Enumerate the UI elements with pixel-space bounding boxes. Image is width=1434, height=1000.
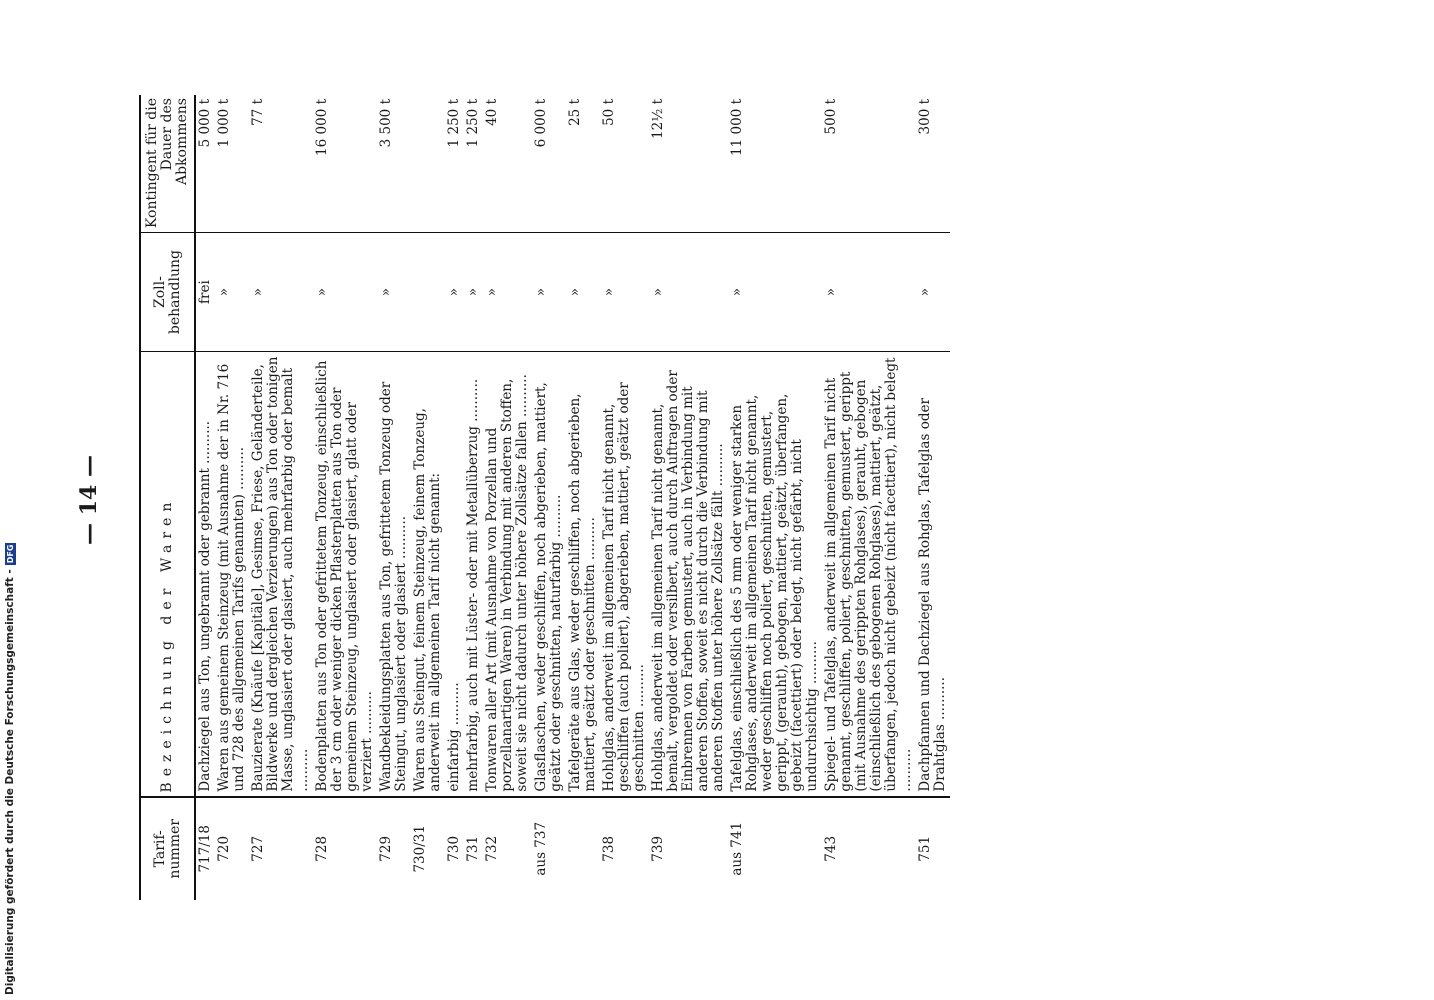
description-cell: Tonwaren aller Art (mit Ausnahme von Porzellan und porzellanartigen Waren) in Verbindung mit anderen Stoffen, soweit sie nicht dadurch unter höhere Zollsätze fallen .......... xyxy=(483,351,532,796)
header-quota: Kontingent für die Dauer des Abkommens xyxy=(140,95,195,233)
quota-cell: 50 t xyxy=(601,99,617,126)
header-customs-treatment: Zoll-behandlung xyxy=(140,233,195,352)
quota-cell: 77 t xyxy=(250,99,266,126)
customs-treatment-cell: » xyxy=(313,233,377,352)
customs-treatment-cell: » xyxy=(916,233,950,352)
tariff-number-cell: 739 xyxy=(649,797,728,900)
header-description: Bezeichnung der Waren xyxy=(140,351,195,796)
header-tariff-number: Tarif-nummer xyxy=(140,797,195,900)
customs-treatment-cell: » xyxy=(532,233,566,352)
customs-treatment-cell: » xyxy=(822,233,916,352)
table-row xyxy=(916,95,950,900)
tariff-number-cell: 720 xyxy=(215,797,249,900)
description-cell: Glasflaschen, weder geschliffen, noch abgerieben, mattiert, geätzt oder geschnitten, naturfarbig .......... xyxy=(532,351,566,796)
customs-treatment-cell: » xyxy=(600,233,649,352)
table-row xyxy=(649,95,728,900)
customs-treatment-cell: » xyxy=(249,233,313,352)
quota-cell: 500 t xyxy=(823,99,839,135)
tariff-number-cell: 731 xyxy=(464,797,483,900)
quota-cell: 300 t xyxy=(917,99,933,135)
quota-cell: 40 t xyxy=(484,99,500,126)
tariff-number-cell: 743 xyxy=(822,797,916,900)
customs-treatment-cell: » xyxy=(728,233,822,352)
page-number: — 14 — xyxy=(76,455,102,545)
quota-cell: 5 000 t xyxy=(197,99,213,148)
description-cell: Hohlglas, anderweit im allgemeinen Tarif nicht genannt, bemalt, vergoldet oder versilbert, auch durch Auftragen oder Einbrennen von Farben gemustert, auch in Verbindung mit anderen Stoffen, soweit es nicht durch die Verbindung mit anderen Stoffen unter höhere Zollsätze fällt .......... xyxy=(649,351,728,796)
table-row xyxy=(313,95,377,900)
tariff-number-cell: 738 xyxy=(600,797,649,900)
table-row xyxy=(600,95,649,900)
dfg-logo: DFG xyxy=(5,544,15,564)
tariff-number-cell: aus 741 xyxy=(728,797,822,900)
customs-treatment-cell: » xyxy=(483,233,532,352)
table-row xyxy=(483,95,532,900)
tariff-number-cell xyxy=(566,797,600,900)
tariff-number-cell: 730/31 xyxy=(411,797,445,900)
tariff-table-wrap xyxy=(139,95,1309,900)
customs-treatment-cell: » xyxy=(377,233,411,352)
description-cell: Dachpfannen und Dachziegel aus Rohglas, Tafelglas oder Drahtglas .......... xyxy=(916,351,950,796)
table-row xyxy=(215,95,249,900)
table-row xyxy=(464,95,483,900)
tariff-number-cell: 730 xyxy=(445,797,464,900)
tariff-table xyxy=(139,95,950,900)
tariff-number-cell: aus 737 xyxy=(532,797,566,900)
customs-treatment-cell: » xyxy=(215,233,249,352)
tariff-number-cell: 729 xyxy=(377,797,411,900)
customs-treatment-cell: » xyxy=(464,233,483,352)
description-cell: Wandbekleidungsplatten aus Ton, gefrittetem Tonzeug oder Steingut, unglasiert oder glasiert .......... xyxy=(377,351,411,796)
table-row xyxy=(411,95,445,900)
customs-treatment-cell xyxy=(411,233,445,352)
customs-treatment-cell: » xyxy=(566,233,600,352)
table-row xyxy=(822,95,916,900)
quota-cell: 1 250 t xyxy=(446,99,462,148)
customs-treatment-cell: » xyxy=(649,233,728,352)
description-cell: Waren aus gemeinem Steinzeug (mit Ausnahme der in Nr. 716 und 728 des allgemeinen Tarifs genannten) .......... xyxy=(215,351,249,796)
description-cell: Tafelgeräte aus Glas, weder geschliffen, noch abgerieben, mattiert, geätzt oder geschnitten .......... xyxy=(566,351,600,796)
tariff-number-cell: 717/18 xyxy=(195,797,215,900)
quota-cell: 1 000 t xyxy=(216,99,232,148)
quota-cell: 25 t xyxy=(567,99,583,126)
description-cell: Hohlglas, anderweit im allgemeinen Tarif nicht genannt, geschliffen (auch poliert), abgerieben, mattiert, geätzt oder geschnitten .......... xyxy=(600,351,649,796)
description-cell: Tafelglas, einschließlich des 5 mm oder weniger starken Rohglases, anderweit im allgemeinen Tarif nicht genannt, weder geschliffen noch poliert, geschnitten, gemustert, gerippt, (gerauht), gebogen, mattiert, geätzt, überfangen, gebeizt (facettiert) oder belegt, nicht gefärbt, nicht undurchsichtig .......... xyxy=(728,351,822,796)
digitization-note xyxy=(4,15,16,995)
table-row xyxy=(445,95,464,900)
table-row xyxy=(566,95,600,900)
quota-cell: 3 500 t xyxy=(378,99,394,148)
table-row xyxy=(728,95,822,900)
quota-cell: 16 000 t xyxy=(314,99,330,156)
header-row xyxy=(140,95,195,900)
quota-cell: 1 250 t xyxy=(465,99,481,148)
tariff-number-cell: 751 xyxy=(916,797,950,900)
quota-cell: 6 000 t xyxy=(533,99,549,148)
table-row xyxy=(532,95,566,900)
customs-treatment-cell: frei xyxy=(195,233,215,352)
description-cell: Bodenplatten aus Ton oder gefrittetem Tonzeug, einschließlich der 3 cm oder weniger dicken Pflasterplatten aus Ton oder gemeinem Steinzeug, unglasiert oder glasiert, glatt oder verziert .......... xyxy=(313,351,377,796)
table-row xyxy=(377,95,411,900)
table-row xyxy=(249,95,313,900)
tariff-number-cell: 727 xyxy=(249,797,313,900)
quota-cell xyxy=(411,95,445,233)
tariff-number-cell: 728 xyxy=(313,797,377,900)
table-body xyxy=(195,95,950,900)
digitization-note-text: Digitalisierung gefördert durch die Deutsche Forschungsgemeinschaft - xyxy=(4,569,16,995)
quota-cell: 12½ t xyxy=(650,99,666,139)
customs-treatment-cell: » xyxy=(445,233,464,352)
description-cell: Bauzierate (Knäufe [Kapitäle], Gesimse, Friese, Geländerteile, Bildwerke und dergleichen Verzierungen) aus Ton oder tonigen Masse, unglasiert oder glasiert, auch mehrfarbig oder bemalt .......... xyxy=(249,351,313,796)
tariff-number-cell: 732 xyxy=(483,797,532,900)
description-cell: mehrfarbig, auch mit Lüster- oder mit Metallüberzug .......... xyxy=(464,351,483,796)
description-cell: Dachziegel aus Ton, ungebrannt oder gebrannt .......... xyxy=(195,351,215,796)
description-cell: einfarbig .......... xyxy=(445,351,464,796)
description-cell: Spiegel- und Tafelglas, anderweit im allgemeinen Tarif nicht genannt, geschliffen, poliert, geschnitten, gemustert, gerippt (mit Ausnahme des gerippten Rohglases), gerauht, gebogen (einschließlich des gebogenen Rohglases), mattiert, geätzt, überfangen, jedoch nicht gebeizt (nicht facettiert), nicht belegt .......... xyxy=(822,351,916,796)
description-cell: Waren aus Steingut, feinem Steinzeug, feinem Tonzeug, anderweit im allgemeinen Tarif nicht genannt: xyxy=(411,351,445,796)
quota-cell: 11 000 t xyxy=(729,99,745,156)
table-row xyxy=(195,95,215,900)
